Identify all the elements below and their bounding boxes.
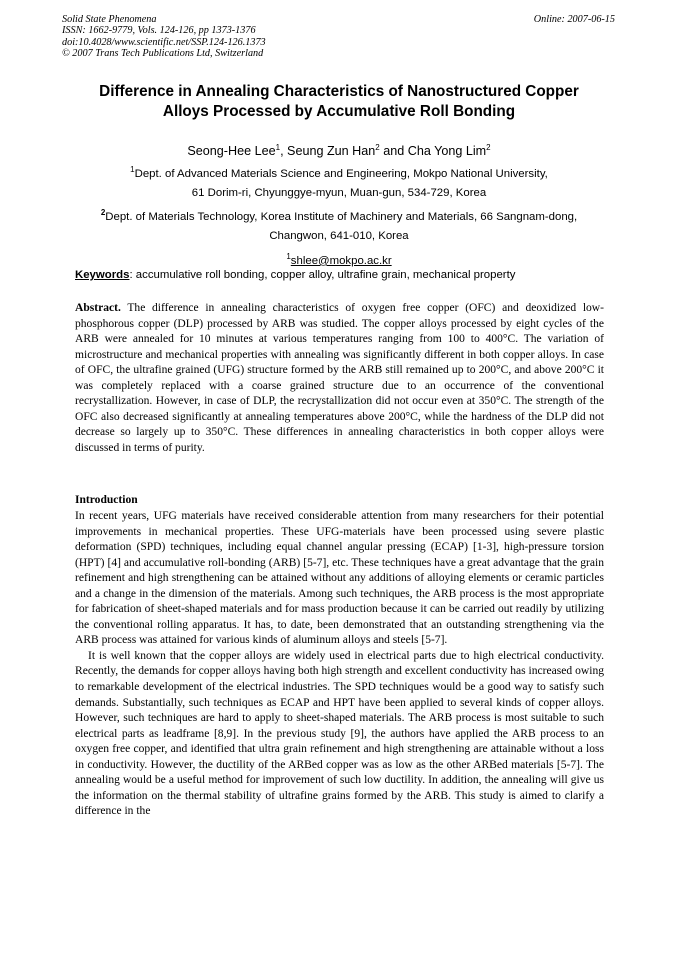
author-1: Seong-Hee Lee [187,144,276,159]
affiliation-2-sup: 2 [100,208,106,218]
journal-header [62,14,266,59]
author-2-sup: 2 [375,143,380,152]
abstract [75,301,604,456]
affiliation-2 [62,203,616,227]
intro-paragraph-1: In recent years, UFG materials have received considerable attention from many researchers for their potential improvements in mechanical properties. These UFG-materials have been processed using severe plastic deformation (SPD) techniques, including equal channel angular pressing (ECAP) [1-3], high-pressure torsion (HPT) [4] and accumulative roll-bonding (ARB) [5-7], etc. These techniques have a great advantage that the grain refinement and high strengthening can be attained without any additions of alloying elements or ceramic particles and a change in the dimension of the materials. Among such techniques, the ARB process is the most appropriate for fabrication of sheet-shaped materials and for mass production because it can be carried out readily by utilizing the conventional rolling apparatus. It has, to date, been demonstrated that an outstanding strengthening via the ARB process was attained for various kinds of aluminum alloys and steels [5-7]. [75,510,604,647]
affiliations [62,160,616,271]
keywords-label: Keywords [75,269,130,281]
authors [62,140,616,159]
introduction-body [75,509,604,820]
introduction-heading: Introduction [75,494,138,506]
keywords-text: : accumulative roll bonding, copper alloy, ultrafine grain, mechanical property [129,269,516,281]
author-1-sup: 1 [275,143,281,152]
abstract-label: Abstract. [75,302,121,314]
journal-name: Solid State Phenomena [62,14,157,25]
copyright: © 2007 Trans Tech Publications Ltd, Switzerland [62,47,264,59]
doi: doi:10.4028/www.scientific.net/SSP.124-126.1373 [62,36,266,48]
paper-title [62,82,616,122]
author-3: and Cha Yong Lim [379,144,487,159]
abstract-text: The difference in annealing characteristics of oxygen free copper (OFC) and deoxidized low-phosphorous copper (DLP) processed by ARB was studied. The copper alloys processed by eight cycles of the ARB were annealed for 10 minutes at various temperatures ranging from 100 to 400°C. The variation of microstructure and mechanical properties with annealing was significantly different in both copper alloys. In case of OFC, the ultrafine grained (UFG) structure formed by the ARB still remained up to 200°C, and above 200°C it was completely replaced with a coarse grained structure due to an occurrence of the conventional recrystallization. However, in case of DLP, the recrystallization did not occur even at 350°C. The strength of the OFC also decreased significantly at annealing temperatures above 200°C, while the hardness of the DLP did not decrease so largely up to 350°C. These differences in annealing characteristics in both copper alloys were discussed in terms of purity. [75,302,604,454]
intro-paragraph-2: It is well known that the copper alloys are widely used in electrical parts due to high electrical conductivity. Recently, the demands for copper alloys having both high strength and excellent conductivity has increased owing to remarkable development of the electrical industries. The SPD techniques would be a good way to satisfy such demands. Substantially, such techniques as ECAP and HPT have been applied to several kinds of copper alloys. However, such techniques are hard to apply to sheet-shaped materials. The ARB process is most suitable to such electrical parts as leadframe [8,9]. In the previous study [9], the authors have applied the ARB process to an oxygen free copper, and identified that ultra grain refinement and high strengthening are attainable without a loss in conductivity. However, the ductility of the ARBed copper was as low as the other ARBed materials [5-7]. The annealing would be a useful method for improvement of such low ductility. In addition, the annealing will give us the information on the thermal stability of ultrafine grains formed by the ARB. This study is aimed to clarify a difference in the [75,649,604,818]
affiliation-1 [62,160,616,184]
affiliation-1-sup: 1 [130,165,135,174]
keywords [75,268,605,283]
affiliation-2-line-1: Dept. of Materials Technology, Korea Institute of Machinery and Materials, 66 Sangnam-dong, [105,211,578,224]
issn: ISSN: 1662-9779, Vols. 124-126, pp 1373-1376 [62,25,256,37]
email-sup: 1 [286,251,291,261]
affiliation-1-line-2: 61 Dorim-ri, Chyunggye-myun, Muan-gun, 534-729, Korea [191,187,487,200]
affiliation-1-line-1: Dept. of Advanced Materials Science and Engineering, Mokpo National University, [134,167,548,180]
email-link[interactable]: shlee@mokpo.ac.kr [290,254,392,267]
online-date: Online: 2007-06-15 [533,14,615,25]
title-line-1: Difference in Annealing Characteristics of Nanostructured Copper [99,83,579,100]
author-2: , Seung Zun Han [280,144,376,159]
title-line-2: Alloys Processed by Accumulative Roll Bonding [162,103,516,120]
author-3-sup: 2 [486,143,491,152]
affiliation-2-line-2: Changwon, 641-010, Korea [269,230,409,243]
